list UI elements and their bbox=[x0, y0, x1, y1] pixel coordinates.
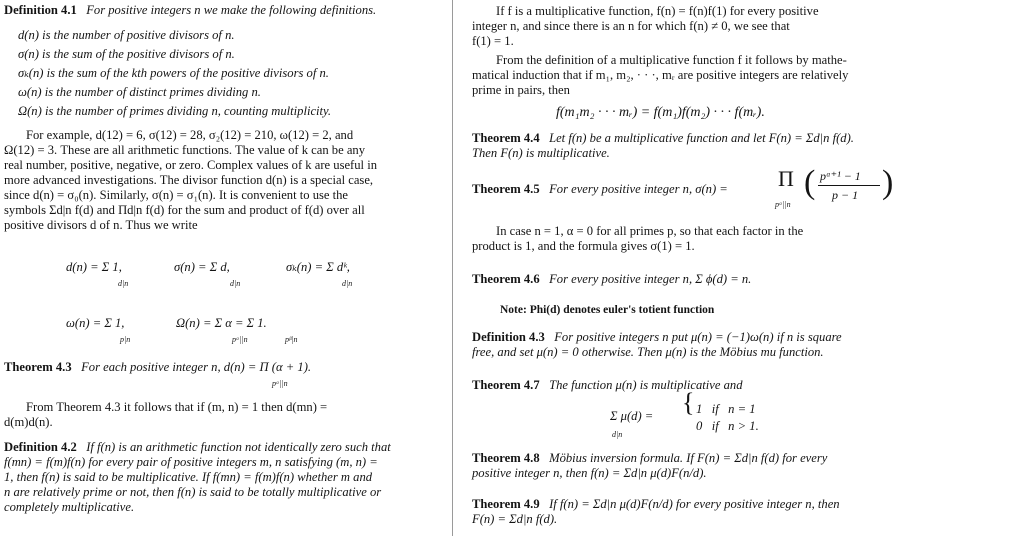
left-paren: ( bbox=[804, 164, 816, 201]
definition-4-2-line: 1, then f(n) is said to be multiplicative. If f(mn) = f(m)f(n) whether m and bbox=[4, 470, 373, 484]
paragraph-line: real number, positive, negative, or zero. Complex values of k are useful in bbox=[4, 158, 377, 172]
definition-4-1-intro: For positive integers n we make the following definitions. bbox=[86, 3, 377, 17]
multiplicative-equation: f(m₁m₂ · · · mᵣ) = f(m₁)f(m₂) · · · f(mᵣ). bbox=[556, 105, 765, 120]
definition-4-3-line: free, and set μ(n) = 0 otherwise. Then μ(n) is the Möbius mu function. bbox=[472, 345, 824, 359]
theorem-4-3 bbox=[4, 360, 311, 375]
definition-4-2-line: If f(n) is an arithmetic function not identically zero such that bbox=[86, 440, 391, 454]
paragraph-line: matical induction that if m₁, m₂, · · ·, mᵣ are positive integers are relatively bbox=[472, 68, 849, 82]
theorem-4-5 bbox=[472, 182, 728, 197]
right-page bbox=[464, 0, 1024, 536]
definition-4-3 bbox=[472, 330, 842, 345]
paragraph-line: integer n, and since there is an n for which f(n) ≠ 0, we see that bbox=[472, 19, 790, 33]
definition-4-1-label: Definition 4.1 bbox=[4, 3, 77, 17]
fraction-bar bbox=[818, 185, 880, 186]
theorem-4-3-label: Theorem 4.3 bbox=[4, 360, 72, 374]
paragraph-line: positive divisors d of n. Thus we write bbox=[4, 218, 198, 232]
paragraph-line: If f is a multiplicative function, f(n) = f(n)f(1) for every positive bbox=[496, 4, 819, 18]
paragraph-line: Ω(12) = 3. These are all arithmetic functions. The value of k can be any bbox=[4, 143, 366, 157]
right-paren: ) bbox=[882, 164, 894, 201]
theorem-4-4 bbox=[472, 131, 854, 146]
theorem-4-7 bbox=[472, 378, 743, 393]
equation-omega: ω(n) = Σ 1, bbox=[66, 316, 125, 330]
theorem-4-6 bbox=[472, 272, 751, 287]
summation-index: d|n bbox=[342, 279, 353, 288]
cases-brace: { bbox=[682, 388, 695, 417]
summation-index: d|n bbox=[612, 430, 623, 439]
fraction-numerator: pᵅ⁺¹ − 1 bbox=[820, 169, 861, 183]
theorem-4-5-label: Theorem 4.5 bbox=[472, 182, 540, 196]
theorem-4-7-text: The function μ(n) is multiplicative and bbox=[549, 378, 743, 392]
theorem-4-4-line: Then F(n) is multiplicative. bbox=[472, 146, 610, 160]
theorem-4-3-text: For each positive integer n, d(n) = Π (α + 1). bbox=[81, 360, 312, 374]
theorem-4-9-line: F(n) = Σd|n f(d). bbox=[472, 512, 558, 526]
paragraph-line: since d(n) = σ₀(n). Similarly, σ(n) = σ₁(n). It is convenient to use the bbox=[4, 188, 349, 202]
summation-index: p|n bbox=[120, 335, 131, 344]
definition-4-2-line: completely multiplicative. bbox=[4, 500, 135, 514]
paragraph-line: f(1) = 1. bbox=[472, 34, 514, 48]
paragraph-line: product is 1, and the formula gives σ(1) = 1. bbox=[472, 239, 695, 253]
theorem-4-5-text: For every positive integer n, σ(n) = bbox=[549, 182, 728, 196]
product-index: pᵅ||n bbox=[272, 379, 288, 388]
theorem-4-6-text: For every positive integer n, Σ ϕ(d) = n. bbox=[549, 272, 752, 286]
totient-note: Note: Phi(d) denotes euler's totient function bbox=[500, 304, 715, 316]
equation-sigma: σ(n) = Σ d, bbox=[174, 260, 230, 274]
case-line: 1 if n = 1 bbox=[696, 402, 756, 416]
theorem-4-6-label: Theorem 4.6 bbox=[472, 272, 540, 286]
equation-d: d(n) = Σ 1, bbox=[66, 260, 122, 274]
paragraph-line: From Theorem 4.3 it follows that if (m, n) = 1 then d(mn) = bbox=[26, 400, 328, 414]
theorem-4-8-line: Möbius inversion formula. If F(n) = Σd|n f(d) for every bbox=[549, 451, 828, 465]
summation-index: d|n bbox=[230, 279, 241, 288]
paragraph-line: In case n = 1, α = 0 for all primes p, so that each factor in the bbox=[496, 224, 804, 238]
definition-item: d(n) is the number of positive divisors of n. bbox=[18, 28, 235, 42]
paragraph-line: d(m)d(n). bbox=[4, 415, 53, 429]
product-symbol: Π bbox=[778, 166, 794, 191]
definition-4-1 bbox=[4, 3, 376, 18]
definition-4-2-line: f(mn) = f(m)f(n) for every pair of positive integers m, n satisfying (m, n) = bbox=[4, 455, 378, 469]
equation-big-omega: Ω(n) = Σ α = Σ 1. bbox=[176, 316, 267, 330]
theorem-4-8-line: positive integer n, then f(n) = Σd|n μ(d)F(n/d). bbox=[472, 466, 707, 480]
theorem-4-4-line: Let f(n) be a multiplicative function and let F(n) = Σd|n f(d). bbox=[549, 131, 854, 145]
fraction-denominator: p − 1 bbox=[832, 188, 859, 202]
paragraph-line: For example, d(12) = 6, σ(12) = 28, σ₂(12) = 210, ω(12) = 2, and bbox=[26, 128, 354, 142]
case-line: 0 if n > 1. bbox=[696, 419, 759, 433]
definition-item: σₖ(n) is the sum of the kth powers of the positive divisors of n. bbox=[18, 66, 329, 80]
paragraph-line: more advanced investigations. The divisor function d(n) is a special case, bbox=[4, 173, 374, 187]
theorem-4-9 bbox=[472, 497, 840, 512]
theorem-4-9-line: If f(n) = Σd|n μ(d)F(n/d) for every positive integer n, then bbox=[549, 497, 840, 511]
paragraph-line: From the definition of a multiplicative function f it follows by mathe- bbox=[496, 53, 847, 67]
theorem-4-9-label: Theorem 4.9 bbox=[472, 497, 540, 511]
theorem-4-7-label: Theorem 4.7 bbox=[472, 378, 540, 392]
equation-sigma-k: σₖ(n) = Σ dᵏ, bbox=[286, 260, 350, 274]
left-page bbox=[0, 0, 453, 536]
definition-4-2 bbox=[4, 440, 391, 455]
paragraph-line: prime in pairs, then bbox=[472, 83, 570, 97]
definition-4-3-line: For positive integers n put μ(n) = (−1)ω(n) if n is square bbox=[554, 330, 842, 344]
theorem-4-4-label: Theorem 4.4 bbox=[472, 131, 540, 145]
theorem-4-8 bbox=[472, 451, 827, 466]
paragraph-line: symbols Σd|n f(d) and Πd|n f(d) for the sum and product of f(d) over all bbox=[4, 203, 365, 217]
definition-item: σ(n) is the sum of the positive divisors of n. bbox=[18, 47, 235, 61]
summation-index: d|n bbox=[118, 279, 129, 288]
mobius-sum: Σ μ(d) = bbox=[610, 409, 654, 423]
definition-4-2-label: Definition 4.2 bbox=[4, 440, 77, 454]
definition-4-3-label: Definition 4.3 bbox=[472, 330, 545, 344]
summation-index: pᵝ|n bbox=[285, 335, 298, 344]
theorem-4-8-label: Theorem 4.8 bbox=[472, 451, 540, 465]
definition-4-2-line: n are relatively prime or not, then f(n) is said to be totally multiplicative or bbox=[4, 485, 382, 499]
product-index: pᵅ||n bbox=[775, 200, 791, 209]
definition-item: Ω(n) is the number of primes dividing n, counting multiplicity. bbox=[18, 104, 332, 118]
definition-item: ω(n) is the number of distinct primes dividing n. bbox=[18, 85, 261, 99]
summation-index: pᵅ||n bbox=[232, 335, 248, 344]
